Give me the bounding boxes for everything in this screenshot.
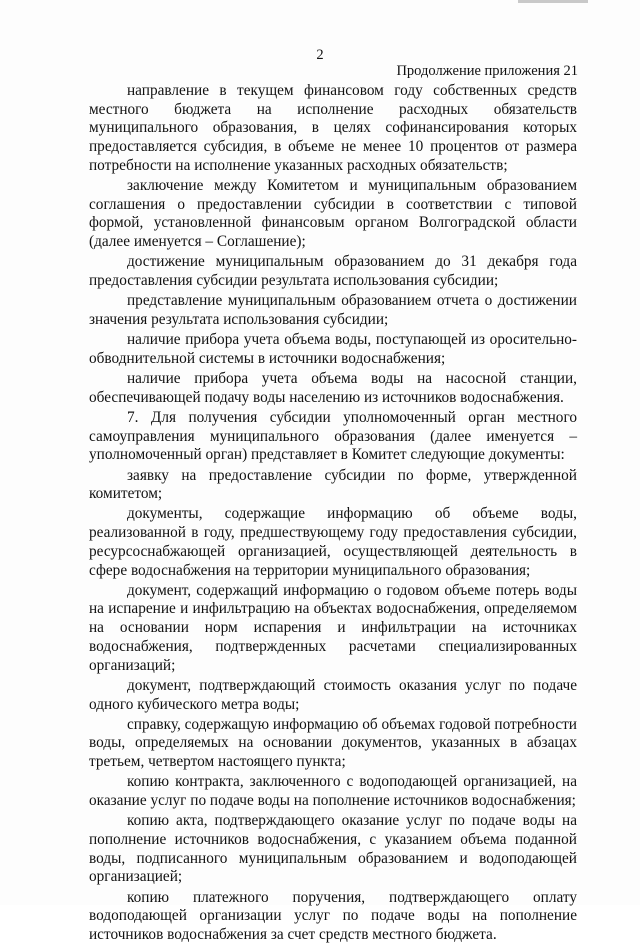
paragraph: копию контракта, заключенного с водоподающей организацией, на оказание услуг по подаче воды на пополнение источников водоснабжения; <box>89 773 577 810</box>
paragraph: справку, содержащую информацию об объемах годовой потребности воды, определяемых на основании документов, указанных в абзацах третьем, четвертом настоящего пункта; <box>89 715 577 771</box>
scan-artifact <box>518 0 588 3</box>
appendix-continuation-note: Продолжение приложения 21 <box>396 63 578 79</box>
paragraph: заявку на предоставление субсидии по форме, утвержденной комитетом; <box>89 466 577 503</box>
paragraph: наличие прибора учета объема воды на насосной станции, обеспечивающей подачу воды населению из источников водоснабжения. <box>89 370 577 406</box>
paragraph: копию платежного поручения, подтверждающего оплату водоподающей организации услуг по подаче воды на пополнение источников водоснабжения за счет средств местного бюджета. <box>89 888 577 943</box>
paragraph: документы, содержащие информацию об объеме воды, реализованной в году, предшествующему году предоставления субсидии, ресурсоснабжающей организацией, осуществляющей деятельность в сфере водоснабжения на территории муниципального образования; <box>89 505 577 579</box>
paragraph: наличие прибора учета объема воды, поступающей из оросительно-обводнительной системы в источники водоснабжения; <box>89 331 577 367</box>
paragraph: документ, подтверждающий стоимость оказания услуг по подаче одного кубического метра воды; <box>89 676 577 713</box>
page-number: 2 <box>316 47 324 63</box>
paragraph: достижение муниципальным образованием до 31 декабря года предоставления субсидии результата использования субсидии; <box>89 253 577 290</box>
paragraph: направление в текущем финансовом году собственных средств местного бюджета на исполнение расходных обязательств муниципального образования, в целях софинансирования которых предоставляется субсидия, в объеме не менее 10 процентов от размера потребности на исполнение указанных расходных обязательств; <box>89 82 577 174</box>
document-body <box>89 82 577 946</box>
paragraph: 7. Для получения субсидии уполномоченный орган местного самоуправления муниципального образования (далее именуется – уполномоченный орган) представляет в Комитет следующие документы: <box>89 408 577 464</box>
paragraph: заключение между Комитетом и муниципальным образованием соглашения о предоставлении субсидии в соответствии с типовой формой, установленной финансовым органом Волгоградской области (далее именуется – Соглашение); <box>89 177 577 251</box>
paragraph: документ, содержащий информацию о годовом объеме потерь воды на испарение и инфильтрацию на объектах водоснабжения, определяемом на основании норм испарения и инфильтрации на источниках водоснабжения, подтвержденных расчетами специализированных организаций; <box>89 581 577 674</box>
paragraph: копию акта, подтверждающего оказание услуг по подаче воды на пополнение источников водоснабжения, с указанием объема поданной воды, подписанного муниципальным образованием и водоподающей организацией; <box>89 812 577 886</box>
paragraph: представление муниципальным образованием отчета о достижении значения результата использования субсидии; <box>89 292 577 328</box>
